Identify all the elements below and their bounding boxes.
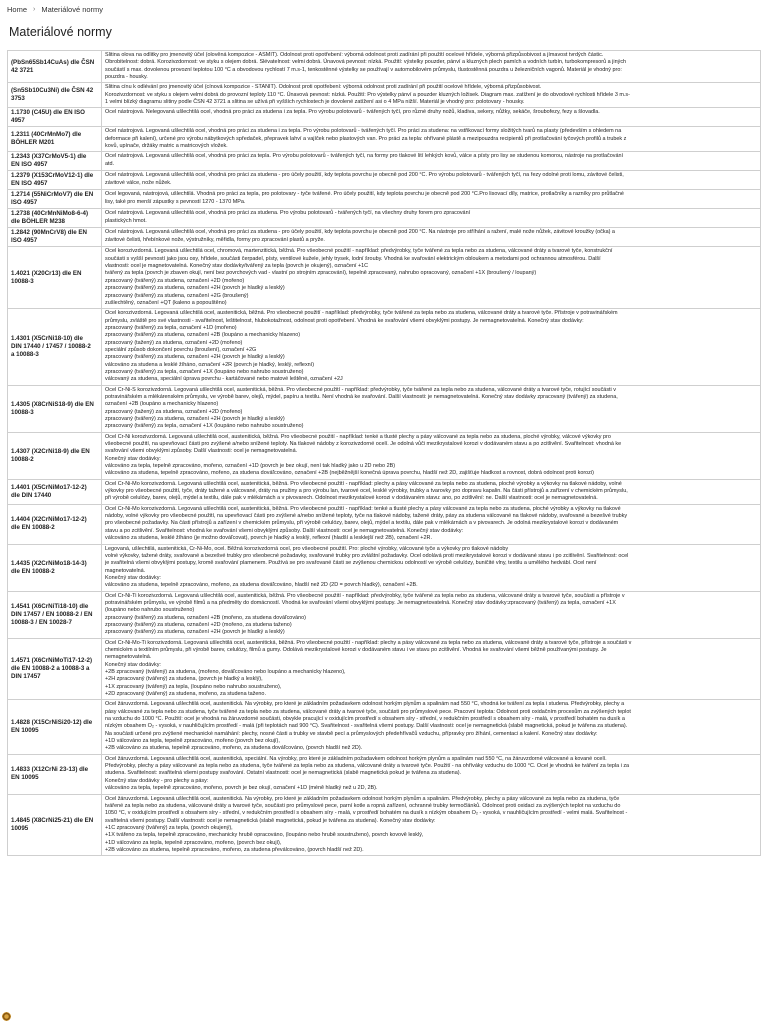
- material-name: 1.4571 (X6CrNiMoTi17-12-2) dle EN 10088-2 a 10088-3 a DIN 17457: [8, 638, 102, 700]
- table-row: [8, 309, 761, 385]
- description-line: tvářené za tepla nebo za studena, válcované dráty a tvarové tyče, součásti pro průmyslové pece, parní kotle a ropná zařízení, ochranné trubky termočlánků. Odolnost proti oxidaci za zvýšených teplot na vzduchu do: [105, 802, 621, 809]
- description-line: zpracovaný (tvářený) za tepla, označení +1X (loupáno nebo nahrubo soustruženo): [105, 368, 304, 375]
- description-line: Konečný stav dodávky:: [105, 661, 161, 668]
- material-name: 1.4021 (X20Cr13) dle EN 10088-3: [8, 247, 102, 309]
- description-line: nádoby, volné výkovky pro všeobecné použití, na upevňovací části pro zvýšené a/nebo snížené teploty, tyče na tlakové nádoby, tažené dráty, pásy za studena válcované na tlakové nádoby, svařované a bezešvé trubky: [105, 513, 628, 520]
- material-name: (Sn5Sb10Cu3Ni) dle ČSN 42 3753: [8, 83, 102, 108]
- material-description: [102, 190, 761, 209]
- description-line: +2D zpracovaný (tvářený) za studena, mořeno, za studena taženo.: [105, 691, 266, 698]
- description-line: nemagnetovatelná.: [105, 654, 152, 661]
- description-line: součástí s max. dovolenou provozní teplotou 100 °C a obvodovou rychlostí 7 m.s-1, tenkostěnné výstelky se používají v automobilovém průmyslu, tlustostěnná pouzdra u železničních vagonů. Materiál je vhodný pro:: [105, 66, 622, 73]
- material-name: 1.4845 (X8CrNi25-21) dle EN 10095: [8, 794, 102, 856]
- material-description: [102, 544, 761, 591]
- description-line: (loupáno nebo nahrubo soustruženo): [105, 607, 195, 614]
- description-line: Ocel Cr-Ni-S korozivzdorná. Legovaná ušlechtilá ocel, austenitická, běžná. Pro všeobecné použití - například: předvýrobky, tyče tvářené za tepla nebo za studena, válcované dráty a tvarové tyče, rotující součásti v: [105, 386, 616, 393]
- page-title: Materiálové normy: [9, 25, 112, 39]
- material-description: [102, 127, 761, 152]
- material-description: [102, 638, 761, 700]
- description-line: kovů, upínače, držáky matric a matricových vložek.: [105, 143, 228, 150]
- description-line: zpracovaný (tvářený) za studena, označení +2B (mořeno, za studena dováľcováno): [105, 614, 306, 621]
- description-line: pouzdra - housky.: [105, 74, 148, 81]
- description-line: Ocel nástrojová. Legovaná ušlechtilá ocel, vhodná pro práci za studena - pro účely použití, kdy teplota povrchu je obecně pod 200 °C. Pro výrobu polotovarů - tvářených tyčí, na řezy odolné proti lomu, závitové čelisti,: [105, 172, 624, 179]
- description-line: při výrobě celulózy, barev, olejů, mýdel a textilu, dále pak v mlékárnách a v pivovarech. Odolnost mezikrystalové korozi v dodávaném stavu: ano, po zcitlivění: ne. Další vlastnosti: ocel je nemagnetovatelná.: [105, 495, 598, 502]
- description-line: +1X zpracovaný (tvářený) za tepla, (loupáno nebo nahrubo soustruženo),: [105, 683, 282, 690]
- table-row: [8, 638, 761, 700]
- description-line: Konečný stav dodávky:: [105, 455, 161, 462]
- description-line: Ocel korozivzdorná. Legovaná ušlechtilá ocel, chromová, martenzitická, běžná. Pro všeobecné použití - například: předvýrobky, tyče tvářené za tepla nebo za studena, válcované dráty a tvarové tyče, konstrukční: [105, 248, 613, 255]
- material-description: [102, 754, 761, 794]
- table-row: [8, 504, 761, 544]
- description-line: plastických hmot.: [105, 217, 147, 224]
- description-line: výkovky pro všeobecné použití, tyče, dráty tažené a válcované, dráty na pružiny a pro výrobu lan, tvarové ocel, lesklé výrobky, trubky a tvarovky pro dopravu kapalin. Na části přístrojů a zařízení v chemickém průmyslu,: [105, 488, 628, 495]
- material-description: [102, 247, 761, 309]
- description-line: válcováno za studena, tepelně zpracováno, mořeno, za studena dováľcováno, označení +2B (nejběžnější konečná úprava povrchu, hladší než 2D, zajišťuje hladkost a rovnost, dobrá odolnost proti korozi): [105, 470, 594, 477]
- material-name: 1.1730 (C45U) dle EN ISO 4957: [8, 108, 102, 127]
- description-line: Na součásti určené pro zvýšené mechanické namáhání: plechy, nosné části a trubky ve stavbě pecí a průmyslových předehřívačů vzduchu, přípravky pro žíhání, cementaci a kalení. Konečný stav dodávky:: [105, 730, 598, 737]
- description-line: zpracovaný (tvářený) za studena, označení +2H (povrch je hladký a lesklý): [105, 285, 285, 292]
- table-row: [8, 544, 761, 591]
- material-description: [102, 152, 761, 171]
- description-line: chemickém a textilním průmyslu, při výrobě barev, celulózy, filmů a gumy. Odolává mezikrystalové korozi v dodávaném stavu i ve stavu po zcitlivění. Vhodná ke svařování všemi běžně používanými postupy. Je: [105, 646, 607, 653]
- description-line: je svařitelná všemi obvyklými postupy, kromě svařování plamenem. Používá se pro svařované části se zvýšenou chemickou odolností ve výrobě celulózy, buničité vlny, textilu a umělého hedvábí. Ocel není: [105, 560, 597, 567]
- description-line: Ocel Cr-Ni-Mo korozivzdorná. Legovaná ušlechtilá ocel, austenitická, běžná. Pro všeobecné použití - například: tenké a tlusté plechy a pásy válcované za tepla nebo za studena, ploché výrobky a výkovky na tlakové: [105, 505, 621, 512]
- description-line: deformace při kalení), určené pro výrobu nábytkových spředaček, přepravek lahví a vajíček nebo plastových van. Pro práci za tepla: ohřívané plástě a mezipouzdra recipientů při protlačování tyčových profilů a trubek z: [105, 135, 627, 142]
- table-row: [8, 432, 761, 479]
- description-line: +2B zpracovaný (tvářený) za studena, (mořeno, dováľcováno nebo loupáno a mechanicky hlazeno),: [105, 669, 346, 675]
- description-line: Ocel nástrojová. Nelegovaná ušlechtilá ocel, vhodná pro práci za studena i za tepla. Pro výrobu polotovarů - tvářených tyčí, pro různé druhy nožů, kladiva, sekery, nůžky, sekáče, šroubofezy, fezy a šlovadla.: [105, 109, 600, 116]
- description-line: volné výkovky, tažené dráty, svařované a bezešvé trubky pro všeobecné požadavky, svařované trubky pro zvláštní požadavky. Ocel odolává proti mezikrystalové korozi v dodávané stavu i po zcitlivění. Svařitelnost: ocel: [105, 552, 629, 559]
- description-line: +1D válcováno za tepla, tepelně zpracováno, mořeno (povrch bez okují),: [105, 738, 280, 745]
- material-name: 1.2311 (40CrMnMo7) dle BÖHLER M201: [8, 127, 102, 152]
- table-row: [8, 152, 761, 171]
- description-line: zušlechtěný, označení +QT (kaleno a popouštěno): [105, 299, 227, 306]
- description-line: závitové čelisti, hřebínkové nože, výstružníky, měřidla, formy pro zpracování plastů a pryže.: [105, 236, 325, 243]
- material-description: [102, 794, 761, 856]
- table-row: [8, 479, 761, 504]
- material-name: 1.4541 (X6CrNiTi18-10) dle DIN 17457 / EN 10088-2 / EN 10088-3 / EN 10028-7: [8, 591, 102, 638]
- table-row: [8, 171, 761, 190]
- table-row: [8, 385, 761, 432]
- material-name: 1.4435 (X2CrNiMo18-14-3) dle EN 10088-2: [8, 544, 102, 591]
- description-line: magnetovatelná.: [105, 567, 146, 574]
- description-line: studena. Svařitelnost: svařitelná všemi postupy svařování. Ostatní vlastnosti: ocel je nemagnetická (slabě magnetická pokud je tvářena za studena).: [105, 770, 462, 777]
- table-row: [8, 700, 761, 754]
- description-line: Konečný stav dodávky - pro plechy a pásy:: [105, 777, 209, 784]
- description-line: zpracovaný (tvářený) za studena, označení +2D (mořeno): [105, 277, 245, 284]
- description-line: Ocel Cr-Ni-Mo-Ti korozivzdorná. Legovaná ušlechtilá ocel, austenitická, běžná. Pro všeobecné použití - například: plechy a pásy válcované za tepla nebo za studena, válcované dráty a tvarové tyče, přístroje a součásti v: [105, 639, 632, 646]
- description-line: +2B válcováno za studena, tepelně zpracováno, mořeno, za studena dováľcováno, (povrch hladší než 2D).: [105, 745, 363, 752]
- description-line: válcovaný za studena, speciální úprava povrchu - kartáčované nebo matové leštěné, označení +2J: [105, 376, 343, 383]
- description-line: válcováno za tepla, tepelně zpracováno, mořeno, označení +1D (povrch je bez okují, není tak hladký jako u 2D nebo 2B): [105, 463, 396, 470]
- description-line: označení +2B (loupáno a mechanicky hlazeno): [105, 401, 219, 408]
- settings-wheel-icon[interactable]: [2, 1012, 11, 1021]
- material-description: [102, 51, 761, 83]
- breadcrumb-separator: ›: [33, 6, 36, 13]
- description-line: +2B válcováno za studena, tepelně zpracováno, mořeno, za studena převálcováno, (povrch hladší než 2D).: [105, 846, 364, 853]
- description-line: Ocel Cr-Ni-Ti korozivzdorná. Legovaná ušlechtilá ocel, austenitická, běžná. Pro všeobecné použití - například: předvýrobky, tyče tvářené za tepla nebo za studena, válcované dráty a tvarové tyče, součásti a přístroje v: [105, 592, 625, 599]
- table-row: [8, 591, 761, 638]
- table-row: [8, 247, 761, 309]
- material-table: [7, 50, 761, 856]
- description-line: válcováno za studena, tepelně zpracováno, mořeno, za studena dováľcováno, hladší než 2D (2D = povrch hladký), označení +2B.: [105, 582, 418, 589]
- description-line: svařitelná všemi postupy. Další vlastnosti: ocel je nemagnetická (slabě magnetická, pokud je tvářena za studena). Konečný stav dodávky:: [105, 817, 436, 824]
- table-row: [8, 83, 761, 108]
- description-line: Obrobitelnost: dobrá. Korozivzdornost: ve styku s olejem dobrá. Slévatelnost: velmi dobrá. Únavová pevnost: nízká. Použití: výstelky pouzder, pánví a kluzných plech pamích a vodních turbín, turbokompresorů a jiných: [105, 59, 627, 66]
- description-line: Korozivzdornost: ve styku s olejem velmi dobrá do provozní teploty 110 °C. Únavová pevnost: nízká. Použití: Pro výstelky pánví a pouzder kluzných ložisek. Diagram max. zatížení je do obvodové rychlosti hřídele 3 m.s-: [105, 91, 630, 98]
- material-name: 1.2738 (40CrMnNiMo8-6-4) dle BÖHLER M238: [8, 209, 102, 228]
- description-line: Slitina cínu k odlévání pro jmenovitý účel (cínová kompozice - STANIT). Odolnost proti opotřebení: výborná odolnost proti zadírání při použití ocelové hřídele, výborná přizpůsobivost.: [105, 84, 542, 91]
- description-line: Ocel nástrojová. Legovaná ušlechtilá ocel, vhodná pro práci za studena i za tepla. Pro výrobu polotovarů - tvářených tyčí. Pro práci za studena: na vstřikovací formy složitých tvarů na plasty (především s ohledem na: [105, 128, 622, 135]
- description-line: Ocel nástrojová. Legovaná ušlechtilá ocel, vhodná pro práci za studena - pro účely použití, kdy teplota povrchu je obecně pod 200 °C. Na nástroje pro stříhání a ražení, malé nože nůžek, závitové kroužky (očka) a: [105, 229, 615, 236]
- description-line: Předvýrobky, plechy a pásy válcované za tepla nebo za studena, tyče tvářené za tepla nebo za studena, válcované dráty a tvarové tyče. Použití - na ohříváky vzduchu do 1000 °C. Ocel je vhodná ke tváření za tepla i za: [105, 763, 630, 770]
- description-line: zpracovaný (tažený) za studena, označení +2D (mořeno): [105, 408, 243, 415]
- description-line: vlastnosti: ocel je magnetovatelná. Konečný stav dodávky/tvářený za tepla (povrch je okujený), označení +1C: [105, 263, 369, 270]
- material-name: 1.4305 (X8CrNiS18-9) dle EN 10088-3: [8, 385, 102, 432]
- material-description: [102, 700, 761, 754]
- description-line: +1X tvářeno za tepla, tepelně zpracováno, mechanicky hrubě opracováno, (loupáno nebo hrubě soustruženo), povrch kovově lesklý,: [105, 832, 424, 839]
- description-line: Ocel žáruvzdorná. Legovaná ušlechtilá ocel, austenitická. Na výrobky, pro které je základním požadavkem odolnost horkým plynům a spalinám. Předvýrobky, plechy a pásy válcované za tepla nebo za studena, tyče: [105, 795, 620, 802]
- table-row: [8, 209, 761, 228]
- description-line: zpracovaný (tvářený) za studena, označení +2H (povrch je hladký a lesklý): [105, 354, 285, 361]
- description-line: svařování všemi obvyklými způsoby. Další vlastnosti: ocel je nemagnetovatelná.: [105, 448, 298, 455]
- material-name: 1.2714 (55NiCrMoV7) dle EN ISO 4957: [8, 190, 102, 209]
- description-line: zpracovaný (tvářený) za tepla, označení +1X (loupáno nebo nahrubo soustruženo): [105, 423, 304, 430]
- description-line: Ocel legovaná, nástrojová, ušlechtilá. Vhodná pro práci za tepla, pro polotovary - tyče tvářené. Pro účely použití, kdy teplota povrchu je obecně pod 200 °C.Pro lisovací díly, matrice, protlačníky a razníky pro průtlačné: [105, 191, 624, 198]
- table-row: [8, 190, 761, 209]
- description-line: lisy, také pro menší zápustky s pevností 1270 - 1370 MPa.: [105, 198, 246, 205]
- description-line: Ocel nástrojová. Legovaná ušlechtilá ocel, vhodná pro práci za tepla. Pro výrobu polotovarů - tvářených tyčí, na formy pro tlakové lití lehkých kovů, válce a písty pro lisy se studenou komorou, nástroje na protlačování: [105, 153, 624, 160]
- breadcrumb-current: Materiálové normy: [41, 5, 104, 14]
- description-line: válcováno za tepla, tepelně zpracováno, mořeno, povrch je bez okují, označení +1D (méně hladký než u 2D, 2B).: [105, 785, 378, 792]
- material-description: [102, 591, 761, 638]
- material-description: [102, 309, 761, 385]
- description-line: +1C zpracovaný (tvářený) za tepla, (povrch okujený),: [105, 824, 233, 831]
- material-description: [102, 228, 761, 247]
- material-name: 1.4401 (X5CrNiMo17-12-2) dle DIN 17440: [8, 479, 102, 504]
- table-row: [8, 108, 761, 127]
- description-line: součásti s vyšší pevností jako jsou osy, hřídele, součásti čerpadel, písty, ventilové kužele, jehly trysek, lodní šrouby. Vhodná ke svařování elektrickým obloukem a metodami pod ochrannou atmosférou. Další: [105, 255, 601, 262]
- description-line: 1 velmi blízký diagramu slitiny podle ČSN 42 3721 a slitina se užívá při vyšších rychlostech je dovolené zatížení asi o 4 MPa nižší. Materiál je vhodný pro: polotovary - housky.: [105, 99, 525, 106]
- description-line: válcováno za studena a lesklé žíháno, označení +2R (povrch je hladký, lesklý, reflexní): [105, 361, 315, 368]
- description-line: zpracovaný (tvářený) za studena, označení +2H (povrch je hladký a lesklý): [105, 416, 285, 422]
- description-line: 1050 °C, v oxidujícím prostředí s obsahem síry - střední, v redukčním prostředí s obsahem síry - malá, v prostředí bohatém na dusík s nízkým obsahem O₂ - vysoká, v nauhličujícím prostředí - velmi malá. Svařitelnost -: [105, 810, 628, 817]
- description-line: zpracovaný (tvářený) za tepla, označení +1D (mořeno): [105, 324, 237, 331]
- description-line: na vzduchu do 1000 °C. Použití: ocel je vhodná na žáruvzdorné součásti, obvykle pracující v oxidujícím prostředí s obsahem síry - střední, v redukčním prostředí s obsahem síry - malá, v prostředí bohatém na dusík a: [105, 716, 625, 723]
- material-name: 1.2379 (X153CrMoV12-1) dle EN ISO 4957: [8, 171, 102, 190]
- description-line: Ocel nástrojová. Legovaná ušlechtilá ocel, vhodná pro práci za studena. Pro výrobu polotovarů - tvářených tyčí, na všechny druhy forem pro zpracování: [105, 210, 471, 217]
- description-line: nízkým obsahem O₂ - vysoká, v nauhličujícím prostředí - malá (při teplotách nad 900 °C). Svařitelnost - svařitelná všemi postupy. Další vlastnosti: ocel je nemagnetická (slabě magnetická, pokud je tvářena za studena).: [105, 723, 628, 730]
- description-line: potravinářském a mlékárenském průmyslu, ve výrobě barev, olejů, mýdel, papíru a textilu. Není vhodná ke svařování. Další vlastnosti: je nemagnetovatelná. Konečný stav dodávky zpracovaný (tvářený) za studena,: [105, 393, 618, 400]
- description-line: Legovaná, ušlechtilá, austenitická, Cr-Ni-Mo, ocel. Běžná korozivzdorná ocel, pro všeobecné použití. Pro: ploché výrobky, válcované tyče a výkovky pro tlakové nádoby: [105, 545, 509, 552]
- description-line: potravinářském průmyslu, ve výrobě filmů a na předměty do domácností. Vhodná ke svařování všemi obvyklými postupy. Je nemagnetovatelná. Konečný stav dodávky:zpracovaný (tvářený) za tepla, označení +1X: [105, 599, 616, 606]
- material-description: [102, 432, 761, 479]
- description-line: průmyslu, zvláště pro své vlastnosti - svařitelnost, leštitelnost, hlubokotažnost, odolnost proti opotřebení. Vhodná ke svařování všemi obvyklými postupy. Je nemagnetovatelná. Konečný stav dodávky:: [105, 317, 584, 324]
- description-line: stavu a po zcitlivění. Svařitelnost: vhodná ke svařování všemi obvyklými způsoby. Další vlastnosti: ocel je nemagnetovatelná. Konečný stav dodávky:: [105, 527, 464, 534]
- material-name: 1.4833 (X12CrNi 23-13) dle EN 10095: [8, 754, 102, 794]
- material-description: [102, 479, 761, 504]
- breadcrumb-home-link[interactable]: Home: [7, 5, 28, 14]
- description-line: zpracovaný (tvářený) za studena, označení +2H (povrch je hladký a lesklý): [105, 629, 285, 636]
- description-line: Slitina olova na odlitky pro jmenovitý účel (olověná kompozice - ASMIT). Odolnost proti opotřebení: výborná odolnost proti zadírání při použití ocelové hřídele, výborná přizpůsobivost a jímavost tvrdých částic.: [105, 52, 604, 58]
- description-line: pásy válcované za tepla nebo za studena, tyče tvářené za tepla nebo za studena, válcované dráty a tvarové tyče, součásti pro průmyslové pece. Pracovní teplota: Odolnost proti oxidačním procesům za zvýšených teplot: [105, 708, 631, 715]
- material-name: 1.4301 (X5CrNi18-10) dle DIN 17440 / 17457 / 10088-2 a 10088-3: [8, 309, 102, 385]
- description-line: zpracovaný (tažený) za studena, označení +2D (mořeno): [105, 339, 243, 346]
- description-line: +2H zpracovaný (tvářený) za studena, (povrch je hladký a lesklý),: [105, 676, 263, 683]
- breadcrumb: [7, 5, 103, 14]
- description-line: Ocel Cr-Ni-Mo korozivzdorná. Legovaná ušlechtilá ocel, austenitická, běžná. Pro všeobecné použití - například: plechy a pásy válcované za tepla nebo za studena, ploché výrobky a výkovky na tlakové nádoby, volné: [105, 480, 622, 487]
- table-row: [8, 228, 761, 247]
- table-row: [8, 794, 761, 856]
- description-line: všeobecné použití, na upevňovací části pro zvýšené a/nebo snížené teploty. Na tlakové nádoby z korozivzdorné ocelí. Je odolná vůči mezikrystalové korozi v dodávaném stavu a po zcitlivění. Svařitelnost: vhodná ke: [105, 441, 622, 448]
- description-line: zpracovaný (tvářený) za studena, označení +2B (loupáno a mechanicky hlazeno): [105, 332, 301, 339]
- table-row: [8, 127, 761, 152]
- material-description: [102, 504, 761, 544]
- description-line: atd.: [105, 160, 115, 167]
- description-line: válcováno za studena, lesklé žíháno (je možno dováľcovat), povrch je hladký a lesklý, reflexní (hladší a lesklejší než 2B), označení +2R.: [105, 535, 432, 542]
- material-description: [102, 83, 761, 108]
- material-name: 1.4307 (X2CrNi18-9) dle EN 10088-2: [8, 432, 102, 479]
- material-name: 1.4404 (X2CrNiMo17-12-2) dle EN 10088-2: [8, 504, 102, 544]
- table-row: [8, 754, 761, 794]
- description-line: Ocel žáruvzdorná. Legovaná ušlechtilá ocel, austenitická. Na výrobky, pro které je základním požadavkem odolnost horkým plynům a spalinám nad 550 °C, vhodná ke tváření za tepla i studena. Předvýrobky, plechy a: [105, 701, 625, 708]
- material-name: 1.2842 (90MnCrV8) dle EN ISO 4957: [8, 228, 102, 247]
- material-description: [102, 108, 761, 127]
- material-name: 1.4828 (X15CrNiSi20-12) dle EN 10095: [8, 700, 102, 754]
- description-line: speciální způsob dokončení povrchu (broušení), označení +2G: [105, 346, 257, 353]
- description-line: +1D válcováno za tepla, tepelně zpracováno, mořeno, (povrch bez okují),: [105, 839, 282, 846]
- description-line: závitové válce, nože nůžek.: [105, 179, 172, 186]
- description-line: tvářený za tepla (povrch je zbaven okují, není bez povrchových vad - vlastní po strojním zpracování), tepelně zpracovaný, nahrubo opracovaný, označení +1X (broušený / loupaný): [105, 270, 537, 277]
- material-description: [102, 171, 761, 190]
- description-line: zpracovaný (tvářený) za studena, označení +2G (broušený): [105, 292, 249, 299]
- description-line: Ocel žáruvzdorná. Legovaná ušlechtilá ocel, austenitická, speciální. Na výrobky, pro které je základním požadavkem odolnost horkým plynům a spalinám nad 550 °C, na žáruvzdorné válcované a kované ocelí.: [105, 755, 607, 762]
- description-line: Ocel Cr-Ni korozivzdorná. Legovaná ušlechtilá ocel, austenitická, běžná. Pro všeobecné použití - například: tenké a tlusté plechy a pásy válcované za tepla nebo za studena, ploché výrobky, válcové výkovky pro: [105, 433, 611, 440]
- description-line: pro všeobecné požadavky. Na části přístrojů a zařízení v chemickém průmyslu, při výrobě celulózy, barev, olejů, mýdel a textilu, dále pak v mlékárnách a v pivovarech. Je odolná mezikrystalové korozi v dodávaném: [105, 520, 619, 527]
- material-description: [102, 385, 761, 432]
- table-row: [8, 51, 761, 83]
- description-line: zpracovaný (tvářený) za studena, označení +2D (mořeno, za studena taženo): [105, 621, 292, 628]
- description-line: Konečný stav dodávky:: [105, 574, 161, 581]
- material-name: (PbSn65Sb14CuAs) dle ČSN 42 3721: [8, 51, 102, 83]
- material-description: [102, 209, 761, 228]
- material-name: 1.2343 (X37CrMoV5-1) dle EN ISO 4957: [8, 152, 102, 171]
- description-line: Ocel korozivzdorná. Legovaná ušlechtilá ocel, austenitická, běžná. Pro všeobecné použití - například: předvýrobky, tyče tvářené za tepla nebo za studena, válcované dráty a tvarové tyče. Přístroje v potravinářském: [105, 310, 618, 317]
